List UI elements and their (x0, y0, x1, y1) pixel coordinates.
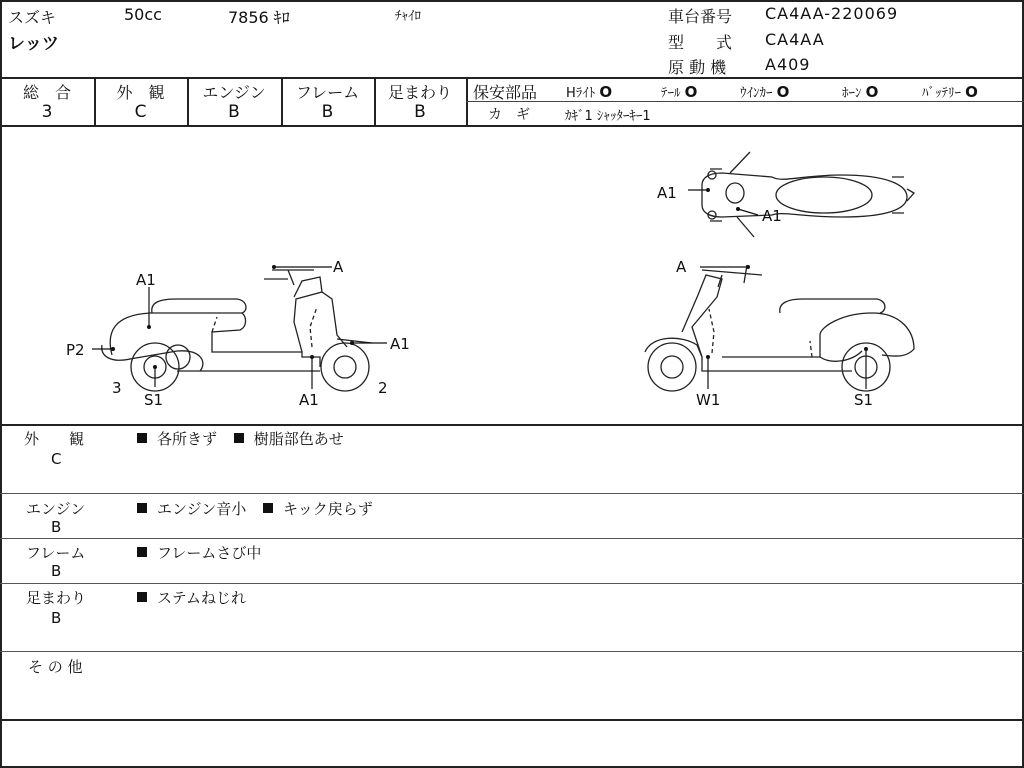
scooter-top-view (702, 152, 914, 237)
note-exterior-grade: C (51, 450, 62, 468)
mileage: 7856 ｷﾛ (228, 8, 290, 27)
frame-no: CA4AA-220069 (765, 4, 899, 23)
note-engine-label: エンジン (26, 500, 86, 518)
label-s1: S1 (854, 391, 874, 409)
label-a1: A1 (762, 207, 782, 225)
note-frame-items: フレームさび中 (137, 542, 261, 563)
safety-item-tail: ﾃｰﾙ O (661, 83, 698, 101)
displacement: 50cc (124, 5, 162, 24)
divider (0, 583, 1024, 584)
note-suspension-items: ステムねじれ (137, 587, 246, 608)
note-frame-label: フレーム (26, 544, 86, 562)
engine-label: 原 動 機 (668, 58, 727, 77)
safety-title: 保安部品 (473, 83, 538, 102)
grade-frame-label: フレーム (295, 83, 360, 102)
engine: A409 (765, 55, 811, 74)
divider (0, 424, 1024, 426)
label-w1: W1 (696, 391, 721, 409)
label-2: 2 (378, 379, 388, 397)
note-suspension-grade: B (51, 609, 62, 627)
model-name: レッツ (8, 34, 59, 54)
note-suspension-label: 足まわり (26, 589, 87, 607)
scooter-right-view (645, 265, 914, 391)
note-exterior-items: 各所きず 樹脂部色あせ (137, 428, 344, 449)
frame-no-label: 車台番号 (668, 7, 733, 26)
divider (0, 651, 1024, 652)
divider (0, 493, 1024, 494)
safety-mark: O (684, 83, 698, 101)
divider (466, 101, 1024, 102)
safety-mark: O (599, 83, 613, 101)
safety-item-battery: ﾊﾞｯﾃﾘｰ O (922, 83, 978, 101)
label-s1: S1 (144, 391, 164, 409)
grade-exterior-value: C (134, 102, 147, 122)
note-other-label: そ の 他 (28, 658, 83, 676)
label-a1: A1 (657, 184, 677, 202)
maker: スズキ (8, 8, 57, 27)
safety-item-headlight: Hﾗｲﾄ O (566, 83, 613, 101)
key-value: ｶｷﾞ1 ｼｬｯﾀｰｷｰ1 (565, 109, 651, 124)
type-label: 型 式 (668, 33, 733, 52)
label-leaders (92, 190, 866, 389)
note-engine-items: エンジン音小 キック戻らず (137, 498, 373, 519)
grade-suspension-label: 足まわり (387, 83, 452, 102)
safety-mark: O (965, 83, 978, 101)
grade-engine-label: エンジン (202, 83, 266, 102)
safety-item-winker: ｳｲﾝｶｰ O (740, 83, 790, 101)
label-a: A (333, 258, 344, 276)
note-engine-grade: B (51, 518, 62, 536)
label-a1: A1 (299, 391, 319, 409)
label-3: 3 (112, 379, 122, 397)
note-exterior-label: 外 観 (24, 430, 85, 448)
grade-suspension-value: B (414, 102, 426, 122)
grade-total-value: 3 (41, 102, 53, 122)
safety-mark: O (865, 83, 879, 101)
key-label: カ ギ (488, 107, 530, 123)
divider (0, 719, 1024, 721)
grade-exterior-label: 外 観 (116, 83, 165, 102)
type: CA4AA (765, 30, 825, 49)
grade-frame-value: B (321, 102, 334, 122)
label-a: A (676, 258, 687, 276)
divider (0, 77, 1024, 79)
grade-engine-value: B (228, 102, 240, 122)
note-frame-grade: B (51, 562, 62, 580)
label-a1: A1 (136, 271, 156, 289)
label-a1: A1 (390, 335, 410, 353)
label-p2: P2 (66, 341, 85, 359)
safety-mark: O (776, 83, 790, 101)
divider (0, 538, 1024, 539)
color: ﾁｬｲﾛ (395, 9, 421, 24)
safety-item-horn: ﾎｰﾝ O (842, 83, 879, 101)
grade-total-label: 総 合 (22, 83, 71, 102)
damage-diagram (2, 127, 1022, 423)
